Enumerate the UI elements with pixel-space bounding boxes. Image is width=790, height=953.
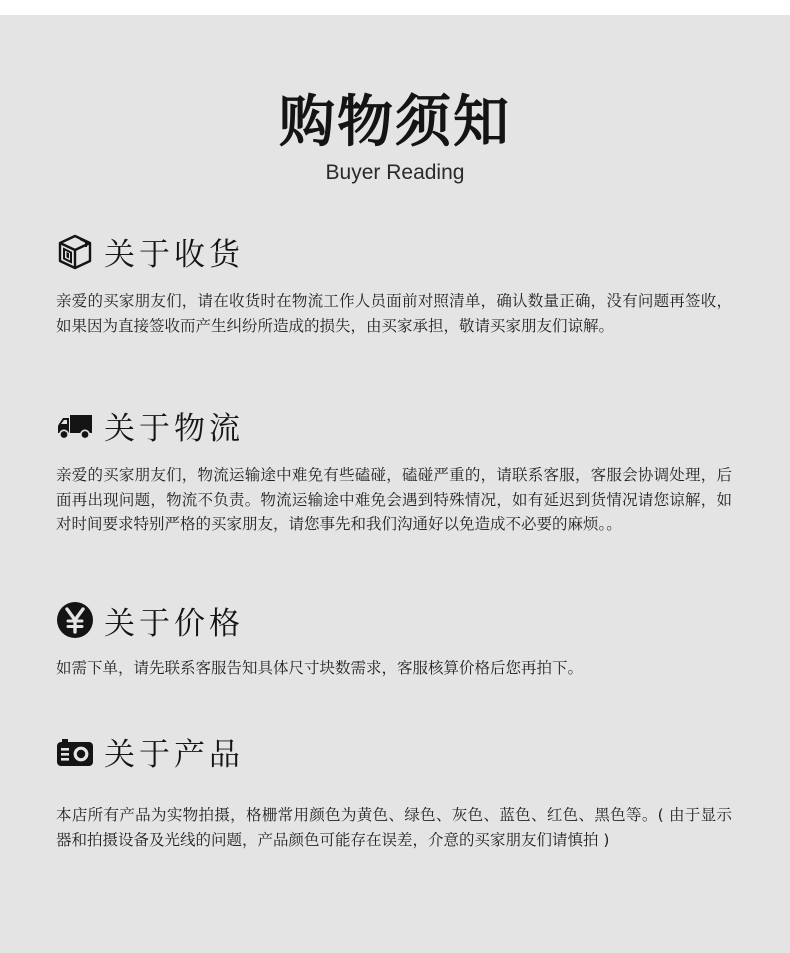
content-panel xyxy=(0,15,790,953)
section-text: 如需下单，请先联系客服告知具体尺寸块数需求，客服核算价格后您再拍下。 xyxy=(56,659,584,677)
section-header xyxy=(56,729,732,773)
section-products xyxy=(56,729,732,852)
package-box-icon xyxy=(56,232,94,270)
section-title: 关于价格 xyxy=(104,605,244,642)
section-title: 关于收货 xyxy=(104,236,244,273)
section-text: 本店所有产品为实物拍摄，格栅常用颜色为黄色、绿色、灰色、蓝色、红色、黑色等。( 由于显示器和拍摄设备及光线的问题，产品颜色可能存在误差，介意的买家朋友们请慎拍 ) xyxy=(56,806,732,849)
section-text: 亲爱的买家朋友们，请在收货时在物流工作人员面前对照清单，确认数量正确，没有问题再签收，如果因为直接签收而产生纠纷所造成的损失，由买家承担，敬请买家朋友们谅解。 xyxy=(56,292,732,335)
section-logistics xyxy=(56,403,732,537)
yen-coin-icon xyxy=(56,601,94,639)
section-price xyxy=(56,598,732,681)
page-title: 购物须知 xyxy=(279,90,511,155)
section-header xyxy=(56,598,732,642)
delivery-truck-icon xyxy=(56,406,94,444)
section-title: 关于物流 xyxy=(104,410,244,447)
section-title: 关于产品 xyxy=(104,736,244,773)
section-text: 亲爱的买家朋友们，物流运输途中难免有些磕碰，磕碰严重的，请联系客服，客服会协调处理，后面再出现问题，物流不负责。物流运输途中难免会遇到特殊情况，如有延迟到货情况请您谅解，如对时间要求特别严格的买家朋友，请您事先和我们沟通好以免造成不必要的麻烦。。 xyxy=(56,466,732,533)
camera-icon xyxy=(56,732,94,770)
section-header xyxy=(56,229,732,273)
page-subtitle: Buyer Reading xyxy=(325,161,465,184)
section-receiving xyxy=(56,229,732,338)
section-header xyxy=(56,403,732,447)
